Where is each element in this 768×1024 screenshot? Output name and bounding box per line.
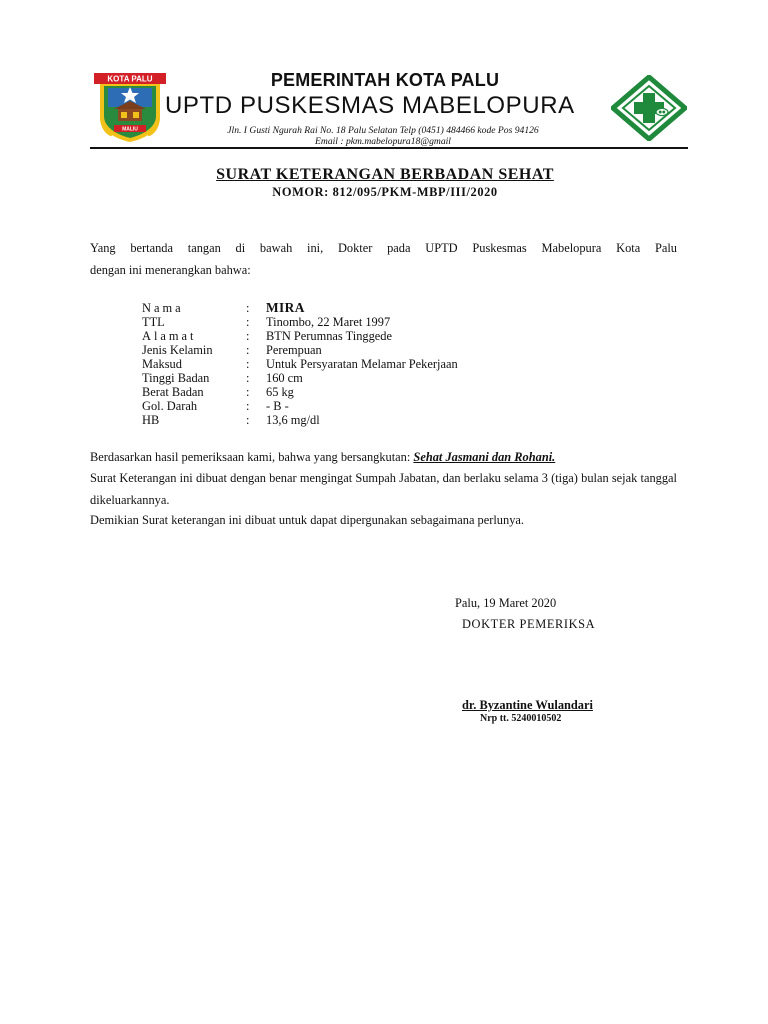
signer-name: dr. Byzantine Wulandari <box>462 698 593 712</box>
government-name: PEMERINTAH KOTA PALU <box>270 70 500 90</box>
field-label: Tinggi Badan <box>142 371 210 385</box>
field-label: Berat Badan <box>142 385 204 399</box>
signer-title: DOKTER PEMERIKSA <box>462 617 596 631</box>
field-label: Alamat <box>142 329 197 343</box>
field-label: Nama <box>142 301 184 315</box>
field-colon: : <box>246 385 250 399</box>
field-value: - B - <box>266 399 289 413</box>
email-line: Email : pkm.mabelopura18@gmail <box>315 136 451 147</box>
field-value: Tinombo, 22 Maret 1997 <box>266 315 391 329</box>
field-value: 65 kg <box>266 385 294 399</box>
field-value: MIRA <box>266 300 305 315</box>
closing-paragraph: Demikian Surat keterangan ini dibuat untuk dapat dipergunakan sebagaimana perlunya. <box>90 513 524 527</box>
field-label: Gol. Darah <box>142 399 198 413</box>
puskesmas-logo-icon <box>611 75 687 141</box>
field-value: BTN Perumnas Tinggede <box>266 329 392 343</box>
field-label: HB <box>142 413 160 427</box>
document-title <box>150 166 620 184</box>
field-value: 160 cm <box>266 371 303 385</box>
field-label: Maksud <box>142 357 182 371</box>
field-colon: : <box>246 413 250 427</box>
header-divider <box>90 147 688 149</box>
emblem-ribbon-text: MALIU <box>122 126 138 133</box>
field-label: Jenis Kelamin <box>142 343 213 357</box>
field-colon: : <box>246 343 250 357</box>
document-title-text: SURAT KETERANGAN BERBADAN SEHAT <box>216 166 554 183</box>
emblem-banner-text: KOTA PALU <box>107 74 153 84</box>
result-paragraph <box>90 447 677 469</box>
field-colon: : <box>246 399 250 413</box>
field-value: Untuk Persyaratan Melamar Pekerjaan <box>266 357 458 371</box>
signer-nrp: Nrp tt. 5240010502 <box>480 713 562 724</box>
document-number: NOMOR: 812/095/PKM-MBP/III/2020 <box>272 185 498 199</box>
field-colon: : <box>246 315 250 329</box>
intro-line-2: dengan ini menerangkan bahwa: <box>90 262 251 277</box>
validity-paragraph: Surat Keterangan ini dibuat dengan benar mengingat Sumpah Jabatan, dan berlaku selama 3 (tiga) bulan sejak tanggal dikeluarkannya. <box>90 471 677 507</box>
organization-name: UPTD PUSKESMAS MABELOPURA <box>165 92 575 119</box>
intro-paragraph <box>90 238 677 281</box>
intro-line-1: Yang bertanda tangan di bawah ini, Dokter pada UPTD Puskesmas Mabelopura Kota Palu <box>90 241 677 255</box>
place-date: Palu, 19 Maret 2020 <box>455 596 557 610</box>
field-colon: : <box>246 301 250 315</box>
field-colon: : <box>246 357 250 371</box>
result-prefix: Berdasarkan hasil pemeriksaan kami, bahwa yang bersangkutan: <box>90 450 414 464</box>
field-colon: : <box>246 329 250 343</box>
field-colon: : <box>246 371 250 385</box>
field-label: TTL <box>142 315 165 329</box>
result-conclusion: Sehat Jasmani dan Rohani. <box>413 450 556 464</box>
field-value: 13,6 mg/dl <box>266 413 320 427</box>
field-value: Perempuan <box>266 343 322 357</box>
address-line: Jln. I Gusti Ngurah Rai No. 18 Palu Selatan Telp (0451) 484466 kode Pos 94126 <box>227 125 539 136</box>
kota-palu-emblem-icon <box>94 73 166 143</box>
